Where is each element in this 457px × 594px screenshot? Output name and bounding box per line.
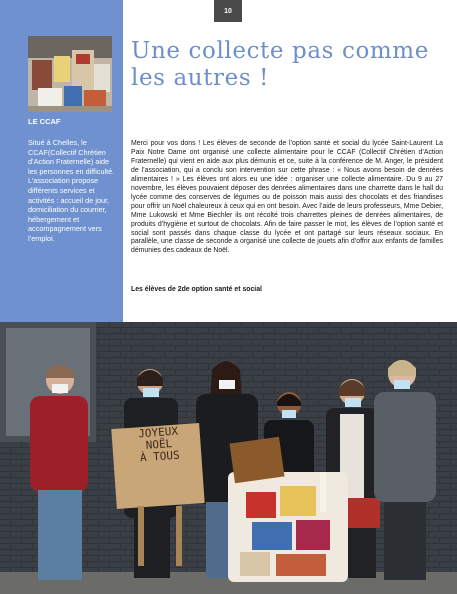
sidebar-box [0,0,123,322]
sidebar-description: Situé à Chelles, le CCAF(Collectif Chrétien d’Action Fraternelle) aide les personnes en difficulté. L’association propose différents services et activités : accueil de jour, domiciliation du courrier, hébergement et accompagnement vers l’emploi. [28,138,115,243]
sign-line-2: NOËL [145,437,173,452]
article-body: Merci pour vos dons ! Les élèves de seconde de l’option santé et social du lycée Saint-Laurent La Paix Notre Dame ont organisé une collecte alimentaire pour le CCAF (Collectif Chrétien d’Action Fraternelle) qui vient en aide aux plus démunis et ce, suite à la conférence de M. Anger, le président de l’association, qui a conclu son intervention sur cette phrase : « Nous avons besoin de denrées alimentaires ! » Les élèves ont alors eu une idée : organiser une collecte alimentaire. Du 9 au 27 novembre, les élèves pouvaient déposer des denrées alimentaires dans une charrette dans le hall du lycée comme des conserves de légumes ou de poisson mais aussi des chocolats et des friandises pour offrir un Noël chaleureux à ceux qui en ont besoin. Avec l’aide de leurs professeurs, Mme Debier, Mme Lukowski et Mme Biechler ils ont récolté trois charrettes pleines de denrées alimentaires, de produits d’hygiène et surtout de chocolats. Afin de faire passer le mot, les élèves de l’option santé et social sont passés dans chaque classe du lycée et ont partagé sur leurs réseaux sociaux. En parallèle, une classe de seconde a organisé une collecte de jouets afin d’offrir aux enfants de familles démunies des cadeaux de Noël. [131,140,443,255]
page-number: 10 [214,0,242,22]
sign-line-1: JOYEUX [137,424,179,441]
group-photo [0,322,457,594]
sidebar-title: LE CCAF [28,117,61,126]
article-headline: Une collecte pas comme les autres ! [131,38,429,91]
food-donation-photo [28,36,112,112]
article-byline: Les élèves de 2de option santé et social [131,286,262,293]
sign-line-3: À TOUS [139,448,181,465]
photo-sign-text [115,424,203,466]
